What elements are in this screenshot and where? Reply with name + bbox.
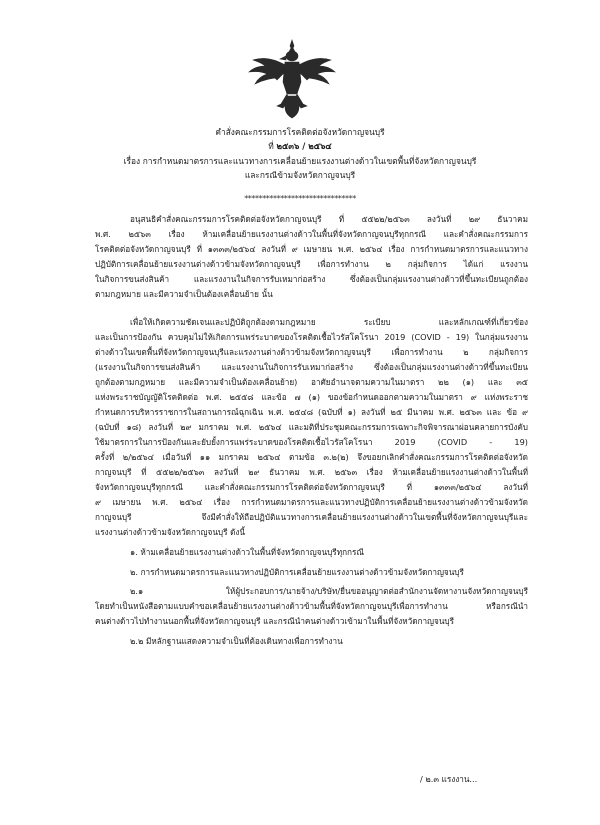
para1-line: ตามกฎหมาย และมีความจำเป็นต้องเคลื่อนย้าย นั้น — [95, 289, 273, 299]
para2-line: ๙ เมษายน พ.ศ. ๒๕๖๔ เรื่อง การกำหนดมาตรการและแนวทางปฏิบัติการเคลื่อนย้ายแรงงานต่างด้าวข้ามจังหวัด — [95, 497, 528, 507]
order-number-prefix: ที่ — [268, 141, 274, 151]
order-authority: คำสั่งคณะกรรมการโรคติดต่อจังหวัดกาญจนบุรี — [215, 127, 385, 137]
item-2-2: ๒.๒ มีหลักฐานแสดงความจำเป็นที่ต้องเดินทางเพื่อการทำงาน — [130, 636, 343, 646]
para2-line: แรงงานต่างด้าวข้ามจังหวัดกาญจนบุรี ดังนี้ — [95, 527, 246, 537]
garuda-emblem-icon — [247, 38, 337, 120]
para2-line: กำหนดการบริหารราชการในสถานการณ์ฉุกเฉิน พ.ศ. ๒๕๔๘ (ฉบับที่ ๑) ลงวันที่ ๒๕ มีนาคม พ.ศ. ๒๕๖๓ และ ข้อ ๙ — [95, 407, 528, 417]
item-1: ๑. ห้ามเคลื่อนย้ายแรงงานต่างด้าวในพื้นที่จังหวัดกาญจนบุรีทุกกรณี — [130, 547, 364, 557]
order-subject-continued: และกรณีข้ามจังหวัดกาญจนบุรี — [244, 170, 356, 180]
para2-line: กาญจนบุรี ที่ ๕๕๒๒/๒๕๖๓ ลงวันที่ ๒๙ ธันวาคม พ.ศ. ๒๕๖๓ เรื่อง ห้ามเคลื่อนย้ายแรงงานต่างด้าวในพื้นที่ — [95, 467, 528, 477]
para2-line: เพื่อให้เกิดความชัดเจนและปฏิบัติถูกต้องตามกฎหมาย ระเบียบ และหลักเกณฑ์ที่เกี่ยวข้อง — [130, 317, 528, 327]
para2-line: (ฉบับที่ ๑๘) ลงวันที่ ๒๙ มกราคม พ.ศ. ๒๕๖๔ และมติที่ประชุมคณะกรรมการเฉพาะกิจพิจารณาผ่อนคลายการบังคับ — [95, 422, 528, 432]
para1-line: ปฏิบัติการเคลื่อนย้ายแรงงานต่างด้าวข้ามจังหวัดกาญจนบุรี เพื่อการทำงาน ๒ กลุ่มกิจการ ได้แก่ แรงงาน — [95, 259, 528, 269]
para1-line: โรคติดต่อจังหวัดกาญจนบุรี ที่ ๑๓๓๓/๒๕๖๔ ลงวันที่ ๙ เมษายน พ.ศ. ๒๕๖๔ เรื่อง การกำหนดมาตรการและแนวทาง — [95, 244, 528, 254]
para2-line: จังหวัดกาญจนบุรีทุกกรณี และคำสั่งคณะกรรมการโรคติดต่อจังหวัดกาญจนบุรี ที่ ๑๓๓๓/๒๕๖๔ ลงวันที่ — [95, 482, 528, 492]
item-2-1-line: คนต่างด้าวไปทำงานนอกพื้นที่จังหวัดกาญจนบุรี และกรณีนำคนต่างด้าวเข้ามาในพื้นที่จังหวัดกาญจนบุรี — [95, 616, 455, 626]
para2-line: กาญจนบุรี จึงมีคำสั่งให้ถือปฏิบัติแนวทางการเคลื่อนย้ายแรงงานต่างด้าวในเขตพื้นที่จังหวัดกาญจนบุรีและ — [95, 512, 528, 522]
para1-line: พ.ศ. ๒๕๖๓ เรื่อง ห้ามเคลื่อนย้ายแรงงานต่างด้าวในพื้นที่จังหวัดกาญจนบุรีทุกกรณี และคำสั่งคณะกรรมการ — [95, 229, 528, 239]
header-divider: ******************************* — [244, 194, 356, 203]
item-2: ๒. การกำหนดมาตรการและแนวทางปฏิบัติการเคลื่อนย้ายแรงงานต่างด้าวข้ามจังหวัดกาญจนบุรี — [130, 567, 464, 577]
para2-line: ใช้มาตรการในการป้องกันและยับยั้งการแพร่ระบาดของโรคติดเชื้อไวรัสโคโรนา 2019 (COVID - 19) — [95, 437, 528, 447]
para2-line: ถูกต้องตามกฎหมาย และมีความจำเป็นต้องเคลื่อนย้าย) อาศัยอำนาจตามความในมาตรา ๒๒ (๑) และ ๓๕ — [95, 377, 528, 387]
para1-line: อนุสนธิคำสั่งคณะกรรมการโรคติดต่อจังหวัดกาญจนบุรี ที่ ๕๕๒๒/๒๕๖๓ ลงวันที่ ๒๙ ธันวาคม — [130, 214, 528, 224]
para2-line: ครั้งที่ ๒/๒๕๖๔ เมื่อวันที่ ๑๑ มกราคม ๒๕๖๔ ตามข้อ ๓.๒(๒) จึงขอยกเลิกคำสั่งคณะกรรมการโรคติดต่อจังหวัด — [95, 452, 528, 462]
item-2-1-line: โดยทำเป็นหนังสือตามแบบคำขอเคลื่อนย้ายแรงงานต่างด้าวข้ามพื้นที่จังหวัดกาญจนบุรีเพื่อการทำงาน หรือกรณีนำ — [95, 601, 528, 611]
page-continuation: / ๒.๓ แรงงาน... — [420, 774, 478, 784]
para2-line: และเป็นการป้องกัน ควบคุมไม่ให้เกิดการแพร่ระบาดของโรคติดเชื้อไวรัสโคโรนา 2019 (COVID - 19) ในกลุ่มแรงงาน — [95, 332, 528, 342]
item-2-1-line: ๒.๑ ให้ผู้ประกอบการ/นายจ้าง/บริษัท/ยื่นขออนุญาตต่อสำนักงานจัดหางานจังหวัดกาญจนบุรี — [130, 586, 528, 596]
para1-line: ในกิจการขนส่งสินค้า และแรงงานในกิจการรับเหมาก่อสร้าง ซึ่งต้องเป็นกลุ่มแรงงานต่างด้าวที่ขึ้นทะเบียนถูกต้อง — [95, 274, 528, 284]
order-subject: เรื่อง การกำหนดมาตรการและแนวทางการเคลื่อนย้ายแรงงานต่างด้าวในเขตพื้นที่จังหวัดกาญจนบุรี — [123, 156, 477, 166]
order-number-line — [0, 139, 600, 153]
para2-line: ต่างด้าวในเขตพื้นที่จังหวัดกาญจนบุรีและแรงงานต่างด้าวข้ามจังหวัดกาญจนบุรี เพื่อการทำงาน ๒ กลุ่มกิจการ — [95, 347, 528, 357]
para2-line: (แรงงานในกิจการขนส่งสินค้า และแรงงานในกิจการรับเหมาก่อสร้าง ซึ่งต้องเป็นกลุ่มแรงงานต่างด้าวที่ขึ้นทะเบียน — [95, 362, 528, 372]
order-number: ๒๕๓๖ / ๒๕๖๔ — [276, 141, 332, 151]
para2-line: แห่งพระราชบัญญัติโรคติดต่อ พ.ศ. ๒๕๕๘ และข้อ ๗ (๑) ของข้อกำหนดออกตามความในมาตรา ๙ แห่งพระราช — [95, 392, 528, 402]
